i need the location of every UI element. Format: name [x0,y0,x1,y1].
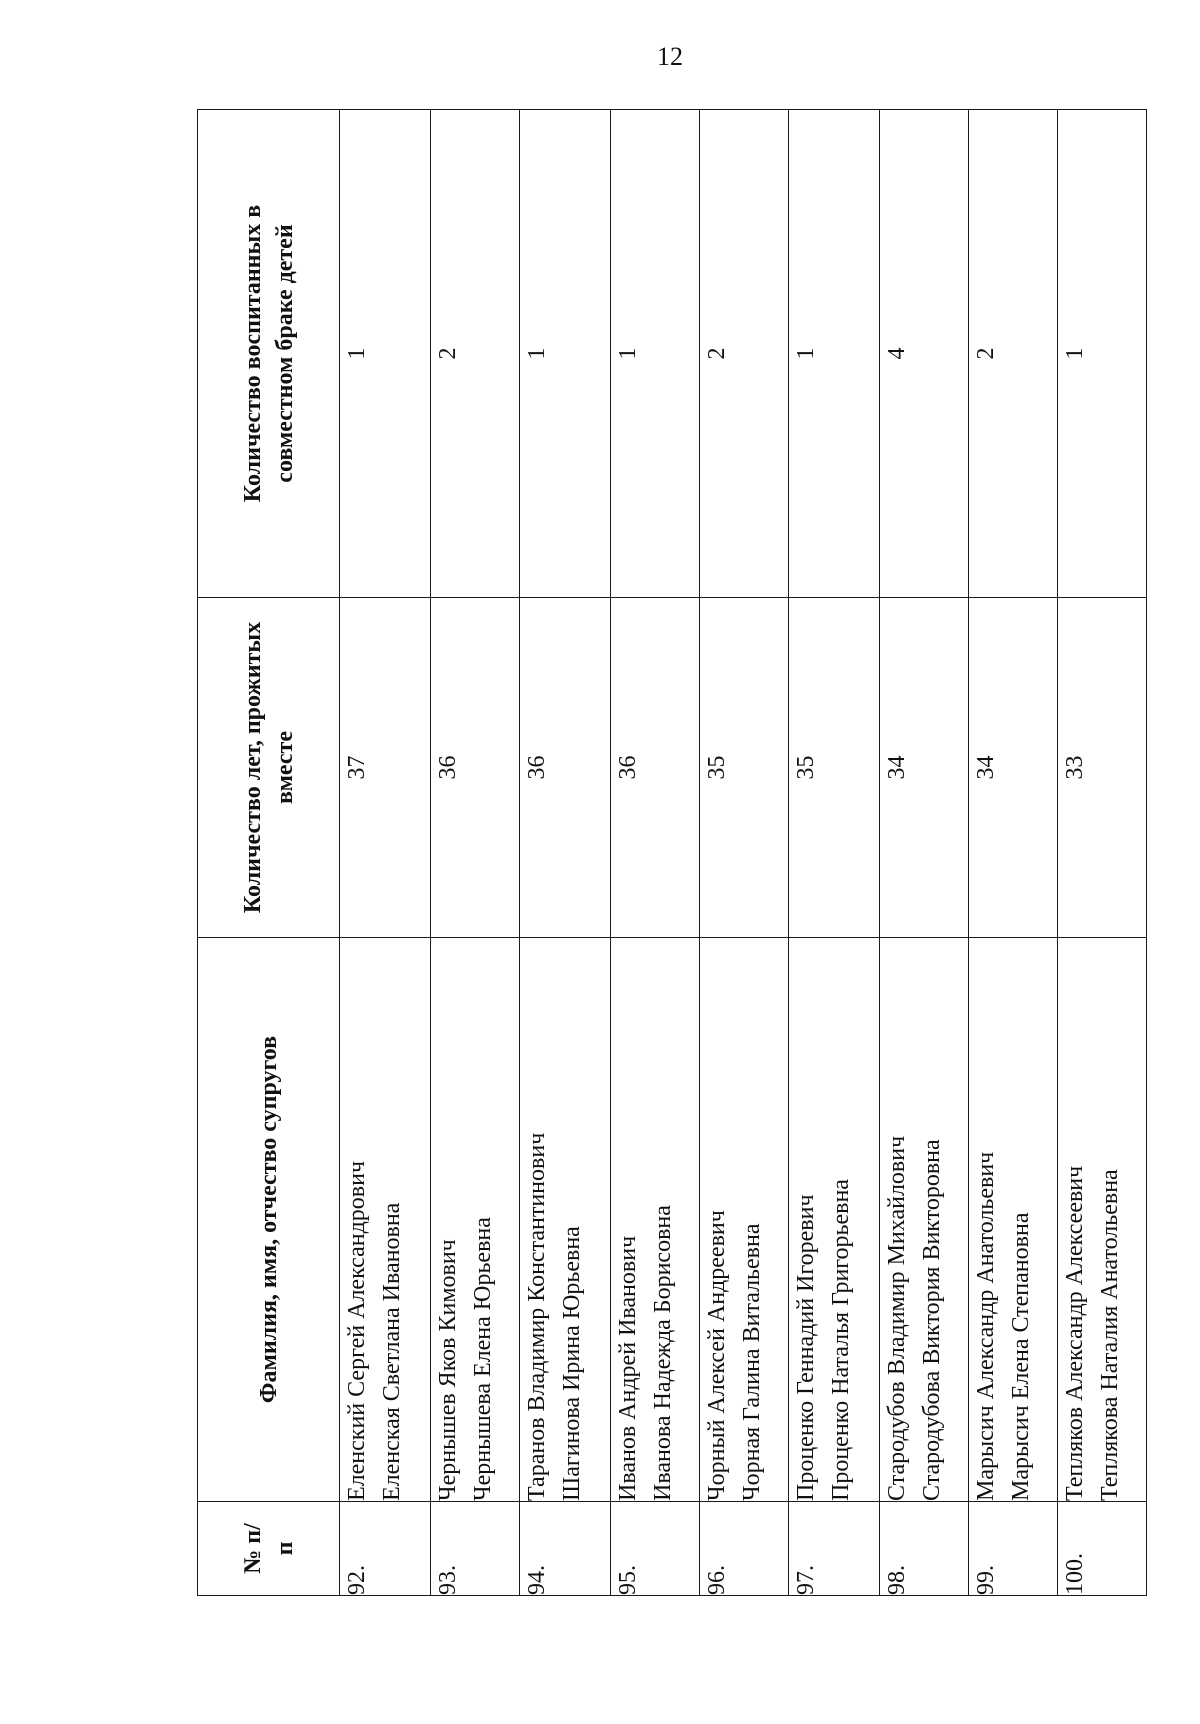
table-header-row [198,110,340,1596]
table-row [788,110,879,1596]
wife-name: Чернышева Елена Юрьевна [470,1217,496,1501]
header-years: Количество лет, прожитых вместе [198,598,340,938]
couples-table [197,109,1147,1596]
table-row [340,110,431,1596]
row-names [431,938,520,1502]
row-num: 100. [1057,1502,1146,1596]
row-children: 2 [431,110,520,598]
husband-name: Чернышев Яков Кимович [435,1239,461,1501]
row-names [879,938,968,1502]
husband-name: Еленский Сергей Александрович [344,1160,370,1501]
wife-name: Теплякова Наталия Анатольевна [1096,1169,1123,1501]
row-num: 92. [340,1502,431,1596]
wife-name: Проценко Наталья Григорьевна [827,1179,854,1501]
table-row [879,110,968,1596]
wife-name: Чорная Галина Витальевна [738,1223,765,1501]
header-names: Фамилия, имя, отчество супругов [198,938,340,1502]
row-children: 1 [788,110,879,598]
row-years: 36 [431,598,520,938]
table-row [968,110,1057,1596]
row-names [340,938,431,1502]
row-names [1057,938,1146,1502]
row-names [699,938,788,1502]
row-years: 35 [699,598,788,938]
husband-name: Стародубов Владимир Михайлович [883,1135,910,1501]
page-number: 12 [657,42,683,71]
row-children: 1 [340,110,431,598]
row-num: 99. [968,1502,1057,1596]
table-row [1057,110,1146,1596]
husband-name: Чорный Алексей Андреевич [703,1210,730,1501]
row-num: 96. [699,1502,788,1596]
row-num: 98. [879,1502,968,1596]
row-years: 36 [610,598,699,938]
row-num: 93. [431,1502,520,1596]
row-names [610,938,699,1502]
husband-name: Проценко Геннадий Игоревич [792,1194,819,1501]
husband-name: Тепляков Александр Алексеевич [1061,1165,1088,1501]
row-children: 1 [610,110,699,598]
row-children: 1 [519,110,610,598]
row-names [968,938,1057,1502]
row-years: 34 [879,598,968,938]
row-num: 95. [610,1502,699,1596]
husband-name: Марысич Александр Анатольевич [972,1151,999,1501]
header-children: Количество воспитанных в совместном браке детей [198,110,340,598]
table-row [431,110,520,1596]
row-children: 1 [1057,110,1146,598]
row-years: 33 [1057,598,1146,938]
row-years: 35 [788,598,879,938]
row-num: 97. [788,1502,879,1596]
husband-name: Таранов Владимир Константинович [523,1132,550,1501]
wife-name: Иванова Надежда Борисовна [649,1205,676,1501]
row-years: 34 [968,598,1057,938]
row-children: 2 [699,110,788,598]
row-children: 2 [968,110,1057,598]
husband-name: Иванов Андрей Иванович [614,1235,641,1501]
couples-table-container [197,110,1147,1596]
row-children: 4 [879,110,968,598]
wife-name: Еленская Светлана Ивановна [379,1202,405,1501]
row-num: 94. [519,1502,610,1596]
row-years: 37 [340,598,431,938]
row-years: 36 [519,598,610,938]
table-row [699,110,788,1596]
row-names [788,938,879,1502]
wife-name: Стародубова Виктория Викторовна [918,1139,945,1501]
wife-name: Шагинова Ирина Юрьевна [558,1226,585,1501]
table-row [610,110,699,1596]
wife-name: Марысич Елена Степановна [1007,1212,1034,1501]
table-row [519,110,610,1596]
header-num: № п/п [198,1502,340,1596]
row-names [519,938,610,1502]
